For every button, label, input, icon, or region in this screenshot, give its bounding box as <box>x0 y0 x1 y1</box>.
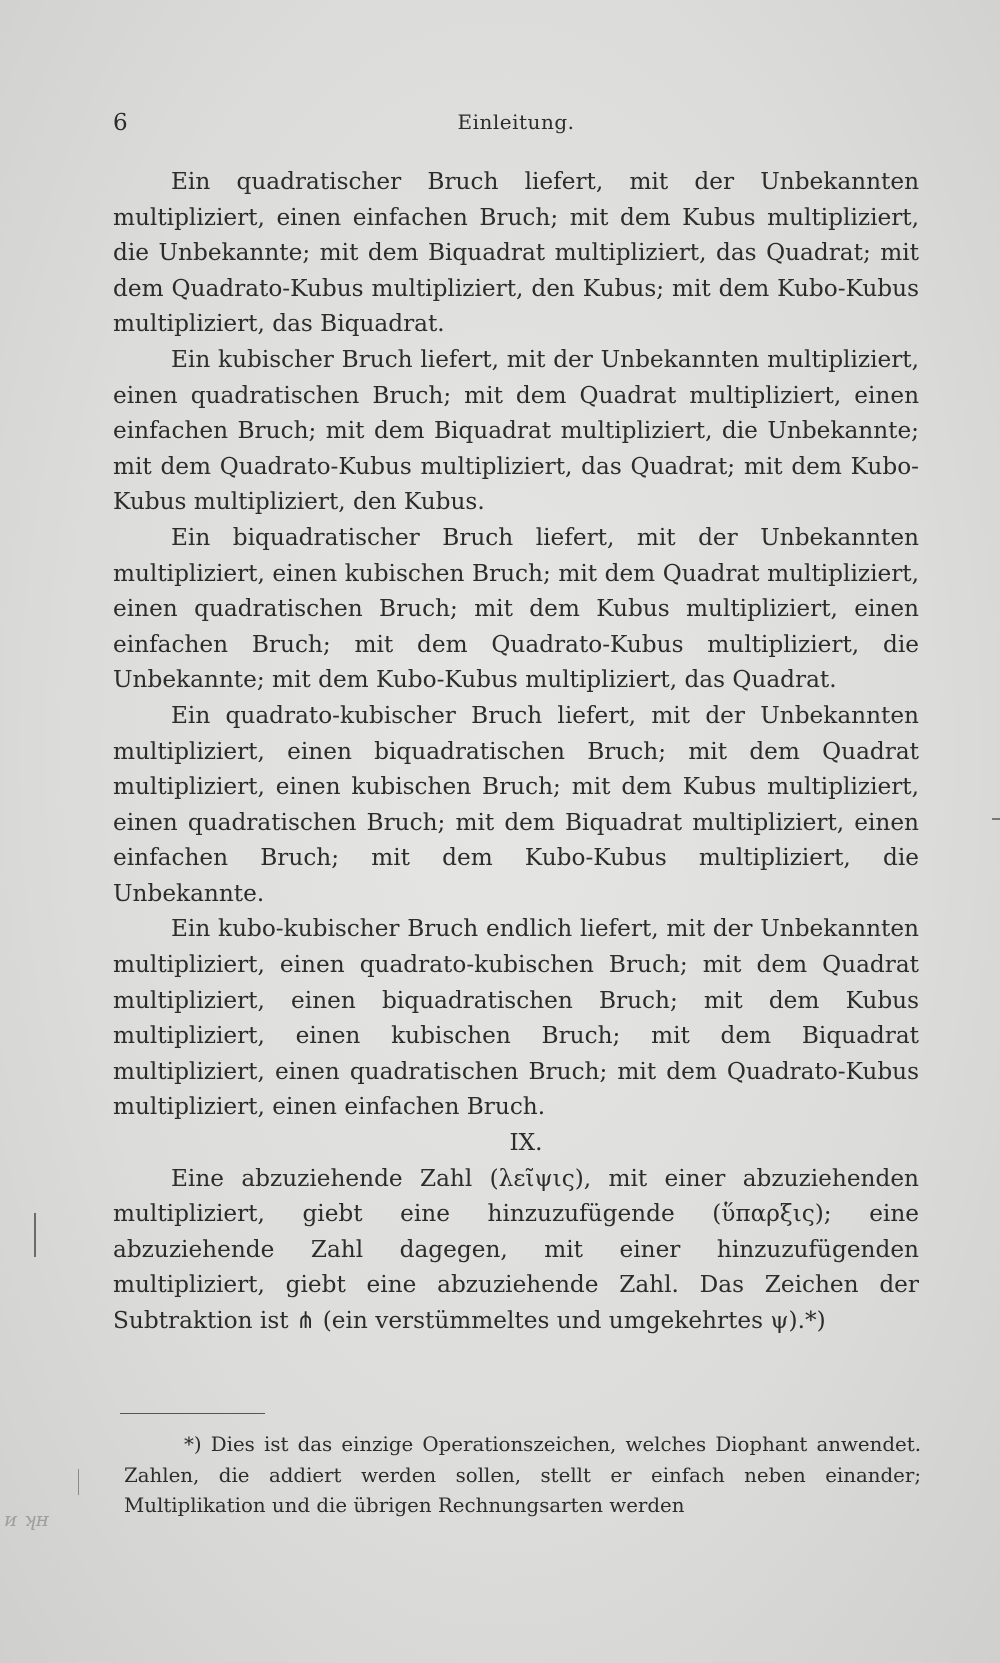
page-header <box>113 110 919 140</box>
paragraph-cubo-cubic-fraction: Ein kubo-kubischer Bruch endlich liefert, mit der Unbekannten multipliziert, einen quadrato-kubischen Bruch; mit dem Quadrat multipliziert, einen biquadratischen Bruch; mit dem Kubus multipliziert, einen kubischen Bruch; mit dem Biquadrat multipliziert, einen quadratischen Bruch; mit dem Quadrato-Kubus multipliziert, einen einfachen Bruch. <box>113 915 919 1121</box>
footnote-rule <box>120 1413 265 1414</box>
paragraph-quadrato-cubic-fraction: Ein quadrato-kubischer Bruch liefert, mit der Unbekannten multipliziert, einen biquadratischen Bruch; mit dem Quadrat multipliziert, einen kubischen Bruch; mit dem Kubus multipliziert, einen quadratischen Bruch; mit dem Biquadrat multipliziert, einen einfachen Bruch; mit dem Kubo-Kubus multipliziert, die Unbekannte. <box>113 701 919 907</box>
paragraph-cubic-fraction: Ein kubischer Bruch liefert, mit der Unbekannten multipliziert, einen quadratischen Bruch; mit dem Quadrat multipliziert, einen einfachen Bruch; mit dem Biquadrat multipliziert, die Unbekannte; mit dem Quadrato-Kubus multipliziert, das Quadrat; mit dem Kubo-Kubus multipliziert, den Kubus. <box>113 345 919 516</box>
main-text <box>113 164 919 1339</box>
margin-pencil-mark <box>34 1213 36 1257</box>
paragraph-subtraction: Eine abzuziehende Zahl (λεῖψις), mit einer abzuziehenden multipliziert, giebt eine hinzuzufügende (ὕπαρξις); eine abzuziehende Zahl dagegen, mit einer hinzuzufügenden multipliziert, giebt eine abzuziehende Zahl. Das Zeichen der Subtraktion ist ⋔ (ein verstümmeltes und umgekehrtes ψ).*) <box>113 1164 919 1334</box>
margin-handwriting: ᴎ ʞʜ <box>4 1507 50 1531</box>
running-head: Einleitung. <box>457 110 575 134</box>
page-number: 6 <box>113 110 128 136</box>
paragraph-quadratic-fraction: Ein quadratischer Bruch liefert, mit der Unbekannten multipliziert, einen einfachen Bruch; mit dem Kubus multipliziert, die Unbekannte; mit dem Biquadrat multipliziert, das Quadrat; mit dem Quadrato-Kubus multipliziert, den Kubus; mit dem Kubo-Kubus multipliziert, das Biquadrat. <box>113 168 919 338</box>
paragraph-biquadratic-fraction: Ein biquadratischer Bruch liefert, mit der Unbekannten multipliziert, einen kubischen Bruch; mit dem Quadrat multipliziert, einen quadratischen Bruch; mit dem Kubus multipliziert, einen einfachen Bruch; mit dem Quadrato-Kubus multipliziert, die Unbekannte; mit dem Kubo-Kubus multipliziert, das Quadrat. <box>113 523 919 694</box>
edge-mark <box>992 818 1000 820</box>
margin-pencil-mark-small <box>78 1469 79 1495</box>
section-number: IX. <box>509 1129 543 1157</box>
footnote: *) Dies ist das einzige Operationszeichen, welches Diophant anwendet. Zahlen, die addiert werden sollen, stellt er einfach neben einander; Multiplikation und die übrigen Rechnungsarten werden <box>124 1433 921 1517</box>
